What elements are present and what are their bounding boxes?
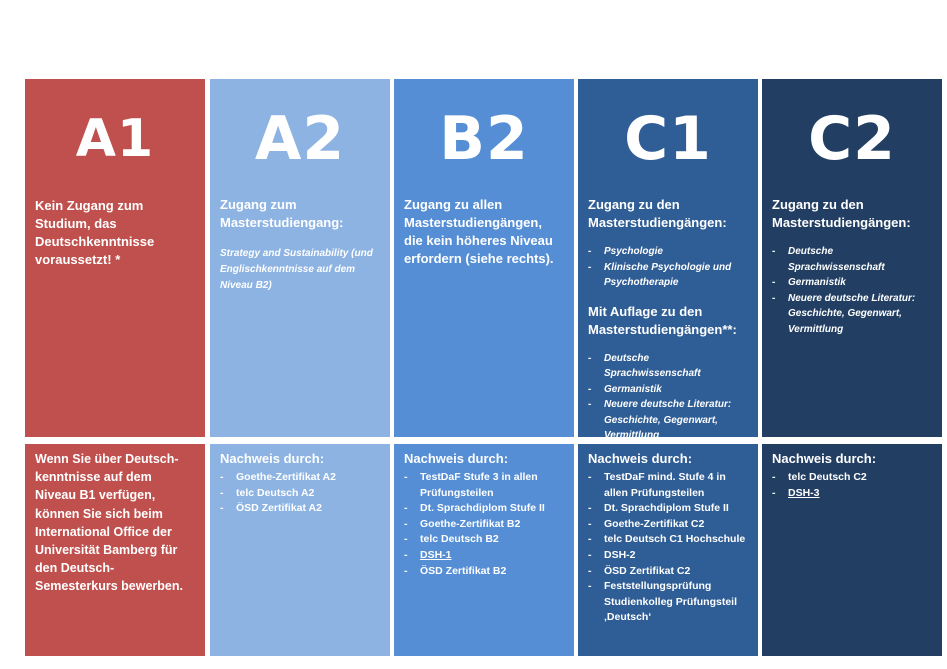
dsh1-link[interactable] [404, 548, 564, 564]
dsh1-link-label[interactable]: DSH-1 [420, 548, 452, 561]
a2-nachweis-list [220, 470, 380, 517]
column-c1 [578, 79, 758, 656]
list-item: - Goethe-Zertifikat A2 [220, 470, 380, 486]
c1-nachweis-title: Nachweis durch: [588, 451, 693, 466]
a1-info-panel [25, 444, 205, 656]
list-item: - Neuere deutsche Literatur: Geschichte, Gegenwart, Vermittlung [772, 291, 932, 338]
a2-access-heading: Zugang zum Masterstudiengang: [220, 197, 344, 230]
a2-nachweis-panel [210, 444, 390, 656]
a2-access-panel [210, 79, 390, 437]
c2-program-list [772, 244, 932, 337]
b2-access-panel [394, 79, 574, 437]
list-item: - Germanistik [772, 275, 932, 291]
c1-conditional-program-list [588, 351, 748, 444]
level-title-a1: A1 [75, 109, 155, 169]
list-item: - TestDaF Stufe 3 in allen Prüfungsteilen [404, 470, 564, 501]
list-item: - ÖSD Zertifikat A2 [220, 501, 380, 517]
list-item: - Klinische Psychologie und Psychotherapie [588, 260, 748, 291]
b2-nachweis-list [404, 470, 564, 579]
list-item: - DSH-2 [588, 548, 748, 564]
a2-nachweis-title: Nachweis durch: [220, 451, 325, 466]
list-item: - Deutsche Sprachwissenschaft [588, 351, 748, 382]
list-item: - telc Deutsch C1 Hochschule [588, 532, 748, 548]
list-item: - Neuere deutsche Literatur: Geschichte, Gegenwart, Vermittlung [588, 397, 748, 444]
b2-nachweis-panel [394, 444, 574, 656]
column-c2 [762, 79, 942, 656]
list-item: - ÖSD Zertifikat B2 [404, 564, 564, 580]
c2-access-heading: Zugang zu den Masterstudiengängen: [772, 197, 911, 230]
a1-access-panel [25, 79, 205, 437]
list-item: - Feststellungsprüfung Studienkolleg Prüfungsteil ‚Deutsch‘ [588, 579, 748, 626]
dsh3-link[interactable] [772, 486, 932, 502]
c2-nachweis-panel [762, 444, 942, 656]
level-title-b2: B2 [439, 104, 529, 174]
list-item: - Germanistik [588, 382, 748, 398]
c1-nachweis-panel [578, 444, 758, 656]
c2-nachweis-title: Nachweis durch: [772, 451, 877, 466]
list-item: - telc Deutsch B2 [404, 532, 564, 548]
list-item: - Dt. Sprachdiplom Stufe II [588, 501, 748, 517]
column-a2 [210, 79, 390, 656]
list-item: - Goethe-Zertifikat C2 [588, 517, 748, 533]
dsh3-link-label[interactable]: DSH-3 [788, 486, 820, 499]
list-item: - telc Deutsch A2 [220, 486, 380, 502]
b2-access-heading: Zugang zu allen Masterstudiengängen, die kein höheres Niveau erfordern (siehe rechts). [404, 197, 554, 266]
c1-access-heading: Zugang zu den Masterstudiengängen: [588, 197, 727, 230]
list-item: - telc Deutsch C2 [772, 470, 932, 486]
c1-program-list [588, 244, 748, 291]
level-title-a2: A2 [254, 104, 346, 174]
list-item: - Goethe-Zertifikat B2 [404, 517, 564, 533]
a1-access-text: Kein Zugang zum Studium, das Deutschkenntnisse voraussetzt! * [35, 198, 155, 267]
a2-program-note: Strategy and Sustainability (und Englischkenntnisse auf dem Niveau B2) [220, 248, 373, 291]
a1-info-text: Wenn Sie über Deutsch-kenntnisse auf dem Niveau B1 verfügen, können Sie sich beim International Office der Universität Bamberg für den Deutsch-Semesterkurs bewerben. [35, 452, 183, 594]
c1-access-panel [578, 79, 758, 441]
c2-nachweis-list [772, 470, 932, 501]
list-item: - Psychologie [588, 244, 748, 260]
level-title-c1: C1 [624, 104, 712, 174]
column-a1 [25, 79, 205, 656]
list-item: - Deutsche Sprachwissenschaft [772, 244, 932, 275]
b2-nachweis-title: Nachweis durch: [404, 451, 509, 466]
list-item: - TestDaF mind. Stufe 4 in allen Prüfungsteilen [588, 470, 748, 501]
c1-conditional-heading: Mit Auflage zu den Masterstudiengängen**: [588, 303, 737, 337]
c1-nachweis-list [588, 470, 748, 626]
list-item: - ÖSD Zertifikat C2 [588, 564, 748, 580]
level-title-c2: C2 [808, 104, 896, 174]
list-item: - Dt. Sprachdiplom Stufe II [404, 501, 564, 517]
c2-access-panel [762, 79, 942, 437]
column-b2 [394, 79, 574, 656]
